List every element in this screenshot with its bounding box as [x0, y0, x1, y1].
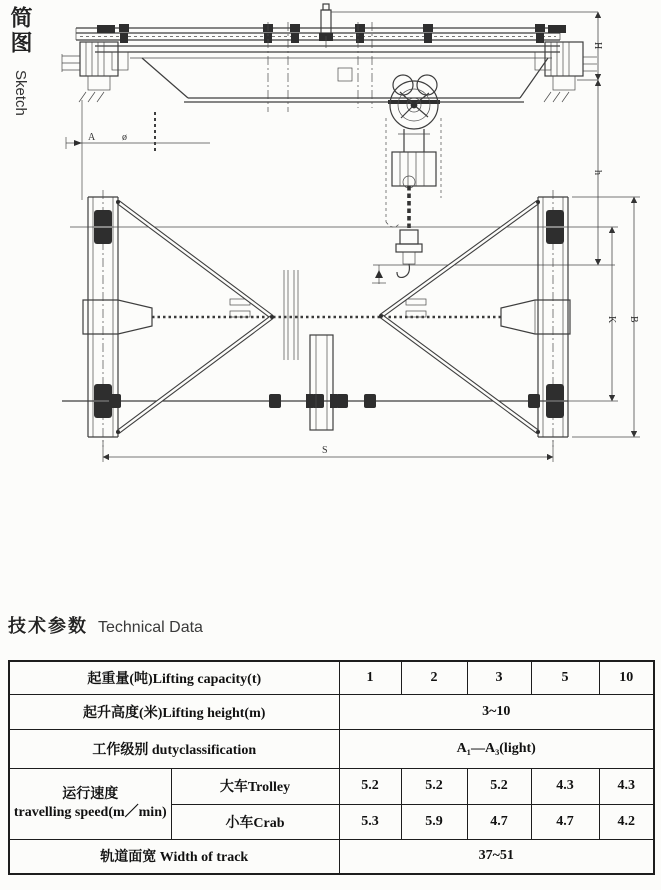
table-row	[9, 661, 654, 694]
table-row	[9, 694, 654, 729]
table-row	[9, 768, 654, 804]
track-width-label: 轨道面宽 Width of track	[9, 839, 339, 874]
elevation-view	[62, 4, 615, 284]
dimension-A	[66, 100, 210, 200]
crab-speed-value: 4.7	[467, 804, 531, 839]
trolley-speed-value: 5.2	[467, 768, 531, 804]
crab-speed-label: 小车Crab	[171, 804, 339, 839]
table-row	[9, 839, 654, 874]
dimension-S	[103, 440, 553, 462]
crab-speed-value: 4.2	[599, 804, 654, 839]
dim-label-K: K	[606, 316, 617, 324]
technical-data-table	[8, 660, 655, 875]
capacity-value: 1	[339, 661, 401, 694]
dimension-K	[606, 227, 617, 401]
sketch-title-zh: 简图	[8, 6, 33, 56]
sketch-title-en: Sketch	[12, 70, 29, 116]
technical-data-heading	[8, 612, 203, 638]
dim-label-H: H	[592, 42, 603, 50]
capacity-value: 3	[467, 661, 531, 694]
crab-speed-value: 5.9	[401, 804, 467, 839]
dim-label-A: A	[88, 132, 96, 143]
technical-heading-zh: 技术参数	[8, 616, 88, 636]
hook-block	[396, 230, 422, 277]
travelling-speed-label-en: travelling speed(m／min)	[13, 804, 167, 820]
travelling-speed-label-zh: 运行速度	[62, 787, 119, 802]
lifting-height-label: 起升高度(米)Lifting height(m)	[9, 694, 339, 729]
plan-view	[62, 190, 640, 462]
duty-classification-label: 工作级别 dutyclassification	[9, 729, 339, 768]
crab-speed-value: 4.7	[531, 804, 599, 839]
track-width-value: 37~51	[339, 839, 654, 874]
lifting-height-value: 3~10	[339, 694, 654, 729]
dim-label-phi: ø	[122, 132, 127, 143]
dim-label-B: B	[628, 316, 639, 323]
centre-members	[284, 270, 337, 430]
capacity-value: 5	[531, 661, 599, 694]
crab-speed-value: 5.3	[339, 804, 401, 839]
trolley-speed-value: 4.3	[531, 768, 599, 804]
trolley-speed-value: 4.3	[599, 768, 654, 804]
travelling-speed-label	[9, 768, 171, 839]
trolley-speed-value: 5.2	[401, 768, 467, 804]
table-row	[9, 729, 654, 768]
right-end-carriage-plan	[538, 190, 568, 447]
capacity-value: 10	[599, 661, 654, 694]
technical-heading-en: Technical Data	[98, 619, 203, 636]
duty-classification-value: A₁—A₃(light)	[339, 729, 654, 768]
trolley-speed-label: 大车Trolley	[171, 768, 339, 804]
trolley-speed-value: 5.2	[339, 768, 401, 804]
left-end-carriage-plan	[88, 190, 118, 447]
capacity-value: 2	[401, 661, 467, 694]
mast	[319, 4, 333, 48]
capacity-label: 起重量(吨)Lifting capacity(t)	[9, 661, 339, 694]
dim-label-S: S	[322, 445, 328, 456]
dim-label-h: h	[592, 170, 603, 175]
chain-hoist-trolley	[386, 75, 441, 277]
